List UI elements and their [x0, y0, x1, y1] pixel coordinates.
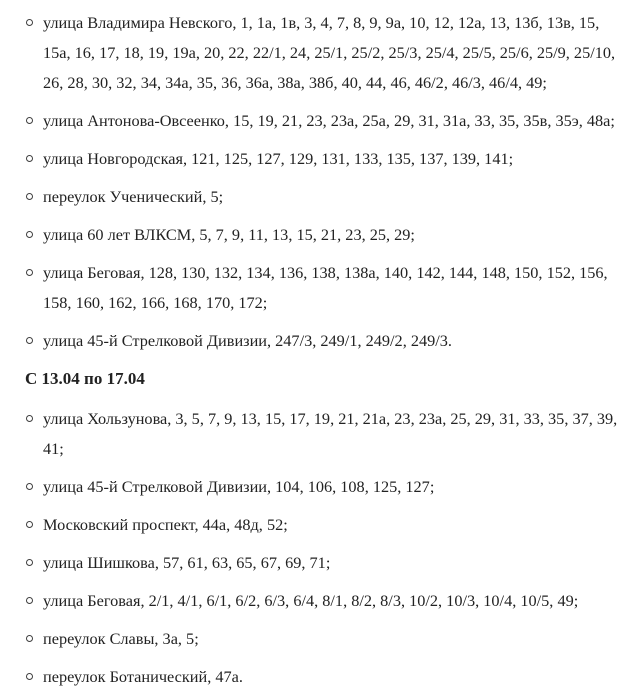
address-text: улица 60 лет ВЛКСМ, 5, 7, 9, 11, 13, 15, 21, 23, 25, 29;	[43, 225, 415, 244]
bullet-icon	[26, 117, 33, 124]
address-text: улица Новгородская, 121, 125, 127, 129, 131, 133, 135, 137, 139, 141;	[43, 149, 514, 168]
address-text: улица Беговая, 128, 130, 132, 134, 136, 138, 138а, 140, 142, 144, 148, 150, 152, 156, 158, 160, 162, 166, 168, 170, 172;	[43, 263, 608, 312]
list-item	[0, 472, 634, 502]
list-item	[0, 548, 634, 578]
list-item	[0, 182, 634, 212]
list-item	[0, 404, 634, 464]
list-item	[0, 326, 634, 356]
bullet-icon	[26, 559, 33, 566]
address-list-second-period	[0, 404, 634, 692]
bullet-icon	[26, 231, 33, 238]
address-text: улица Хользунова, 3, 5, 7, 9, 13, 15, 17, 19, 21, 21а, 23, 23а, 25, 29, 31, 33, 35, 37, 39, 41;	[43, 409, 618, 458]
bullet-icon	[26, 483, 33, 490]
list-item	[0, 624, 634, 654]
date-range-heading: С 13.04 по 17.04	[25, 369, 145, 388]
address-text: улица Беговая, 2/1, 4/1, 6/1, 6/2, 6/3, 6/4, 8/1, 8/2, 8/3, 10/2, 10/3, 10/4, 10/5, 49;	[43, 591, 579, 610]
bullet-icon	[26, 337, 33, 344]
list-item	[0, 144, 634, 174]
bullet-icon	[26, 193, 33, 200]
address-text: улица Антонова-Овсеенко, 15, 19, 21, 23, 23а, 25а, 29, 31, 31а, 33, 35, 35в, 35э, 48а;	[43, 111, 615, 130]
address-text: переулок Славы, 3а, 5;	[43, 629, 199, 648]
bullet-icon	[26, 635, 33, 642]
bullet-icon	[26, 19, 33, 26]
bullet-icon	[26, 415, 33, 422]
bullet-icon	[26, 673, 33, 680]
address-text: улица Владимира Невского, 1, 1а, 1в, 3, 4, 7, 8, 9, 9а, 10, 12, 12а, 13, 13б, 13в, 15, 15а, 16, 17, 18, 19, 19а, 20, 22, 22/1, 24, 25/1, 25/2, 25/3, 25/4, 25/5, 25/6, 25/9, 25/10, 26, 28, 30, 32, 34, 34а, 35, 36, 36а, 38а, 38б, 40, 44, 46, 46/2, 46/3, 46/4, 49;	[43, 13, 616, 92]
article-body	[0, 8, 634, 692]
list-item	[0, 8, 634, 98]
bullet-icon	[26, 521, 33, 528]
bullet-icon	[26, 597, 33, 604]
address-text: улица Шишкова, 57, 61, 63, 65, 67, 69, 71;	[43, 553, 331, 572]
address-text: переулок Ботанический, 47а.	[43, 667, 243, 686]
address-text: переулок Ученический, 5;	[43, 187, 224, 206]
list-item	[0, 510, 634, 540]
list-item	[0, 106, 634, 136]
bullet-icon	[26, 269, 33, 276]
address-list-first-period	[0, 8, 634, 356]
address-text: Московский проспект, 44а, 48д, 52;	[43, 515, 288, 534]
list-item	[0, 220, 634, 250]
bullet-icon	[26, 155, 33, 162]
list-item	[0, 258, 634, 318]
address-text: улица 45-й Стрелковой Дивизии, 247/3, 249/1, 249/2, 249/3.	[43, 331, 452, 350]
list-item	[0, 586, 634, 616]
address-text: улица 45-й Стрелковой Дивизии, 104, 106, 108, 125, 127;	[43, 477, 435, 496]
